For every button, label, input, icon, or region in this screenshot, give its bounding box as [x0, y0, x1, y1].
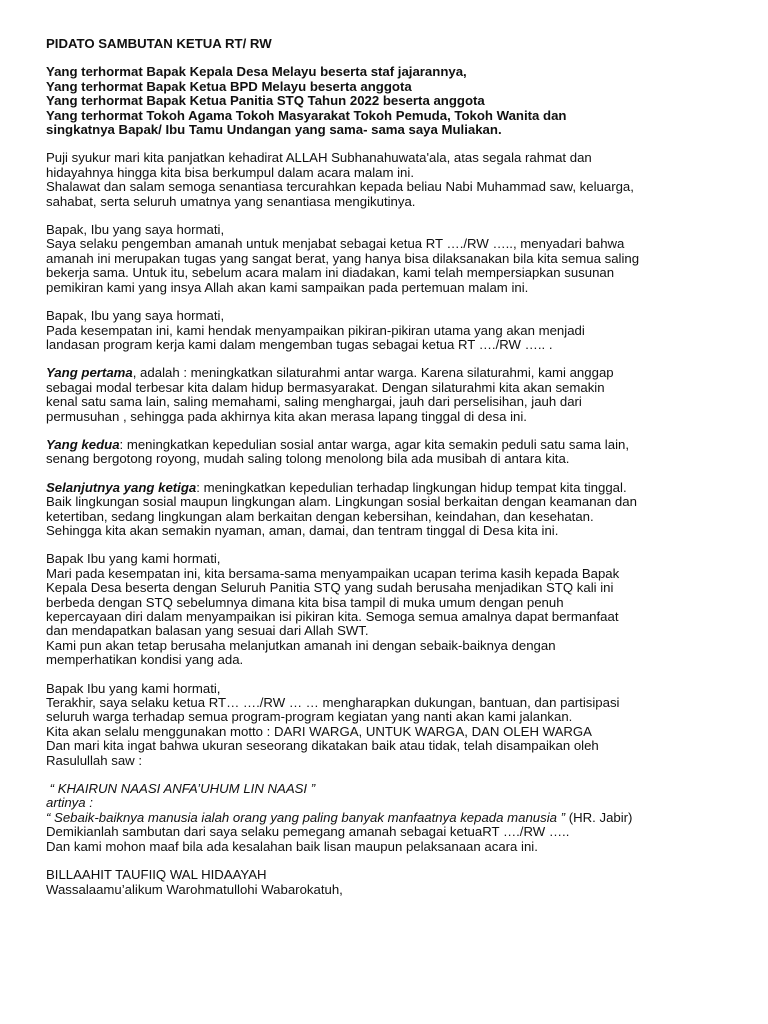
- text-line: Bapak, Ibu yang saya hormati,: [46, 308, 225, 324]
- text-line: sebagai modal terbesar kita dalam hidup bermasyarakat. Dengan silaturahmi kita akan semakin: [46, 379, 605, 395]
- text-line: berbeda dengan STQ sebelumnya dimana kita bisa tampil di muka umum dengan penuh: [46, 594, 564, 610]
- text-line: memperhatikan kondisi yang ada.: [46, 652, 244, 668]
- text-line: senang bergotong royong, mudah saling tolong menolong bila ada musibah di antara kita.: [46, 451, 570, 467]
- paragraph-opening: [46, 151, 736, 209]
- greeting-line: Yang terhormat Bapak Ketua BPD Melayu beserta anggota: [46, 78, 412, 94]
- document-title: PIDATO SAMBUTAN KETUA RT/ RW: [46, 36, 272, 51]
- point-text: , adalah : meningkatkan silaturahmi antar warga. Karena silaturahmi, kami anggap: [132, 365, 614, 381]
- hadith-quote-block: [46, 782, 736, 854]
- paragraph-ketiga: [46, 481, 736, 539]
- paragraph-kedua: [46, 438, 736, 467]
- greeting-line: Yang terhormat Bapak Ketua Panitia STQ Tahun 2022 beserta anggota: [46, 93, 485, 109]
- greetings-block: [46, 65, 736, 137]
- text-line: sahabat, serta seluruh umatnya yang senantiasa mengikutinya.: [46, 193, 416, 209]
- text-line: [46, 811, 736, 825]
- text-line: Bapak Ibu yang kami hormati,: [46, 551, 221, 567]
- greeting-line: Yang terhormat Tokoh Agama Tokoh Masyarakat Tokoh Pemuda, Tokoh Wanita dan: [46, 107, 567, 123]
- hadith-translation: “ Sebaik-baiknya manusia ialah orang yang paling banyak manfaatnya kepada manusia ”: [46, 809, 566, 825]
- text-line: amanah ini merupakan tugas yang sangat berat, yang hanya bisa dilaksanakan bila kita semua saling: [46, 250, 640, 266]
- text-line: Saya selaku pengemban amanah untuk menjabat sebagai ketua RT …./RW ….., menyadari bahwa: [46, 236, 625, 252]
- text-line: Puji syukur mari kita panjatkan kehadirat ALLAH Subhanahuwata'ala, atas segala rahmat dan: [46, 150, 592, 166]
- text-line: landasan program kerja kami dalam mengemban tugas sebagai ketua RT …./RW ….. .: [46, 336, 553, 352]
- text-line: Shalawat dan salam semoga senantiasa tercurahkan kepada beliau Nabi Muhammad saw, keluarga,: [46, 179, 634, 195]
- point-text: : meningkatkan kepedulian sosial antar warga, agar kita semakin peduli satu sama lain,: [119, 436, 630, 452]
- paragraph-terakhir: [46, 682, 736, 768]
- paragraph-program: [46, 309, 736, 352]
- text-line: Terakhir, saya selaku ketua RT… …./RW … … mengharapkan dukungan, bantuan, dan partisipasi: [46, 695, 620, 711]
- text-line: Demikianlah sambutan dari saya selaku pemegang amanah sebagai ketuaRT …./RW …..: [46, 824, 570, 840]
- hadith-arabic: “ KHAIRUN NAASI ANFA’UHUM LIN NAASI ”: [46, 781, 316, 797]
- point-lead: Yang pertama: [46, 365, 133, 381]
- text-line: Baik lingkungan sosial maupun lingkungan alam. Lingkungan sosial berkaitan dengan keamanan dan: [46, 494, 637, 510]
- text-line: seluruh warga terhadap semua program-program kegiatan yang nanti akan kami jalankan.: [46, 709, 573, 725]
- text-line: Dan mari kita ingat bahwa ukuran seseorang dikatakan baik atau tidak, telah disampaikan oleh: [46, 738, 599, 754]
- text-line: Kami pun akan tetap berusaha melanjutkan amanah ini dengan sebaik-baiknya dengan: [46, 637, 556, 653]
- text-line: ketertiban, sedang lingkungan alam berkaitan dengan kebersihan, keindahan, dan kesehatan.: [46, 508, 594, 524]
- text-line: hidayahnya hingga kita bisa berkumpul dalam acara malam ini.: [46, 164, 414, 180]
- text-line: bekerja sama. Untuk itu, sebelum acara malam ini diadakan, kami telah mempersiapkan susunan: [46, 265, 615, 281]
- signoff-line: Wassalaamu’alikum Warohmatullohi Wabarokatuh,: [46, 881, 343, 897]
- text-line: [46, 481, 736, 495]
- signoff-block: [46, 868, 736, 897]
- hadith-source: (HR. Jabir): [565, 809, 633, 825]
- text-line: Kita akan selalu menggunakan motto : DARI WARGA, UNTUK WARGA, DAN OLEH WARGA: [46, 723, 592, 739]
- text-line: Mari pada kesempatan ini, kita bersama-sama menyampaikan ucapan terima kasih kepada Bapak: [46, 565, 620, 581]
- document-page: [46, 37, 736, 911]
- text-line: kepercayaan diri dalam menyampaikan isi pikiran kita. Semoga semua amalnya dapat bermanfaat: [46, 609, 619, 624]
- text-line: Kepala Desa beserta dengan Seluruh Panitia STQ yang sudah berusaha menjadikan STQ kali ini: [46, 580, 614, 596]
- text-line: Dan kami mohon maaf bila ada kesalahan baik lisan maupun pelaksanaan acara ini.: [46, 838, 538, 854]
- text-line: pemikiran kami yang insya Allah akan kami sampaikan pada pertemuan malam ini.: [46, 279, 529, 295]
- paragraph-pertama: [46, 366, 736, 424]
- text-line: dan mendapatkan balasan yang sesuai dari Allah SWT.: [46, 623, 369, 639]
- paragraph-terima-kasih: [46, 552, 736, 667]
- text-line: Pada kesempatan ini, kami hendak menyampaikan pikiran-pikiran utama yang akan menjadi: [46, 322, 585, 338]
- paragraph-amanah: [46, 223, 736, 295]
- text-line: Sehingga kita akan semakin nyaman, aman, damai, dan tentram tinggal di Desa kita ini.: [46, 522, 559, 538]
- hadith-artinya: artinya :: [46, 795, 93, 811]
- greeting-line: Yang terhormat Bapak Kepala Desa Melayu beserta staf jajarannya,: [46, 64, 467, 80]
- text-line: kenal satu sama lain, saling memahami, saling menghargai, jauh dari perselisihan, jauh dari: [46, 394, 582, 410]
- text-line: Rasulullah saw :: [46, 752, 143, 768]
- text-line: [46, 366, 736, 380]
- signoff-line: BILLAAHIT TAUFIIQ WAL HIDAAYAH: [46, 867, 267, 883]
- text-line: Bapak, Ibu yang saya hormati,: [46, 222, 225, 238]
- text-line: [46, 438, 736, 452]
- text-line: permusuhan , sehingga pada akhirnya kita akan merasa lapang tinggal di desa ini.: [46, 408, 527, 424]
- point-lead: Yang kedua: [46, 436, 120, 452]
- point-lead: Selanjutnya yang ketiga: [46, 479, 197, 495]
- point-text: : meningkatkan kepedulian terhadap lingkungan hidup tempat kita tinggal.: [196, 479, 627, 495]
- greeting-line: singkatnya Bapak/ Ibu Tamu Undangan yang sama- sama saya Muliakan.: [46, 122, 502, 138]
- text-line: Bapak Ibu yang kami hormati,: [46, 680, 221, 696]
